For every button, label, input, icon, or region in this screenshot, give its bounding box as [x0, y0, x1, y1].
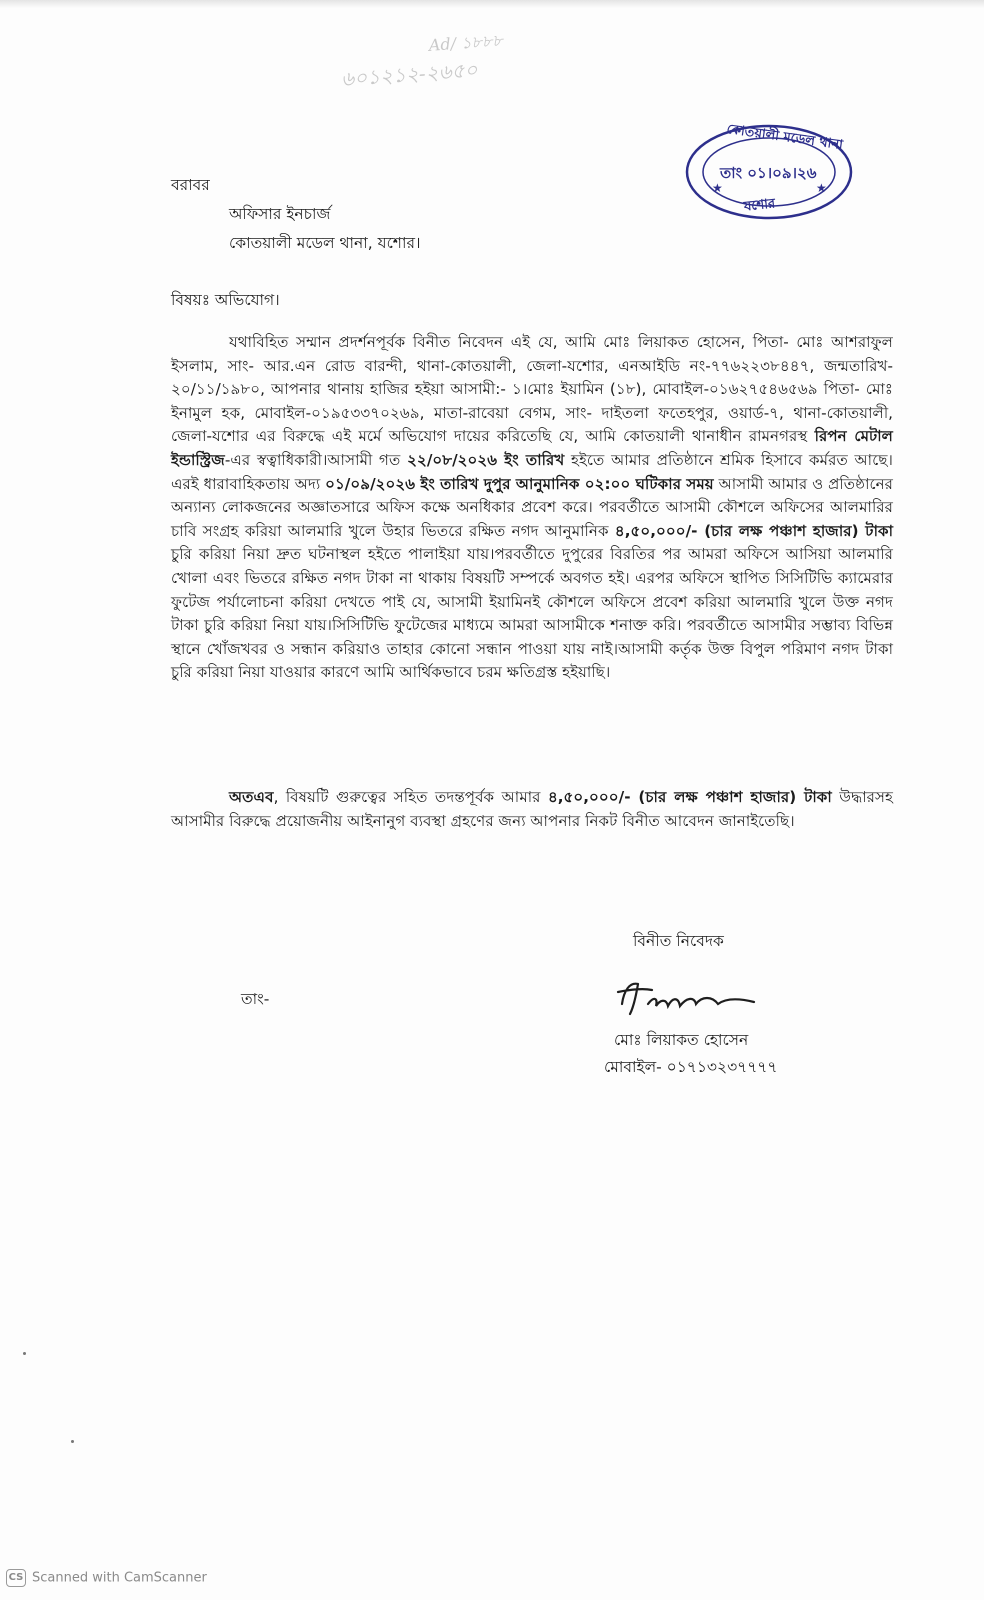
applicant-mobile: মোবাইল- ০১৭১৩২৩৭৭৭৭ [604, 1058, 778, 1076]
svg-text:★: ★ [712, 181, 723, 195]
scan-speck [71, 1440, 74, 1443]
applicant-name: মোঃ লিয়াকত হোসেন [614, 1031, 749, 1049]
date-label: তাং- [241, 990, 270, 1008]
subject-line: বিষয়ঃ অভিযোগ। [171, 291, 280, 309]
recipient-address: কোতয়ালী মডেল থানা, যশোর। [229, 234, 421, 252]
p1-business-name: রিপন মেটাল ইন্ডাস্ট্রিজ [171, 427, 893, 469]
scanner-text: Scanned with CamScanner [32, 1570, 207, 1586]
p1-incident-time: ০১/০৯/২০২৬ ইং তারিখ দুপুর আনুমানিক ০২:০০ ঘটিকার সময় [325, 474, 714, 493]
p2-text-2: উদ্ধারসহ আসামীর বিরুদ্ধে প্রয়োজনীয় আইনানুগ ব্যবস্থা গ্রহণের জন্য আপনার নিকট বিনীত আবেদন জানাইতেছি। [171, 788, 893, 830]
scan-edge [0, 0, 984, 8]
p1-text-3: হইতে আমার প্রতিষ্ঠানে শ্রমিক হিসাবে কর্মরত আছে।এরই ধারাবাহিকতায় অদ্য [171, 450, 893, 493]
stamp-bottom-text: যশোর [743, 196, 776, 215]
p1-text-1: যথাবিহিত সম্মান প্রদর্শনপূর্বক বিনীত নিবেদন এই যে, আমি মোঃ লিয়াকত হোসেন, পিতা- মোঃ আশরাফুল ইসলাম, সাং- আর.এন রোড বারন্দী, থানা-কোতয়ালী, জেলা-যশোর, এনআইডি নং-৭৭৬২২৩৮৪৪৭, জন্মতারিখ- ২০/১১/১৯৮০, আপনার থানায় হাজির হইয়া আসামী:- ১।মোঃ ইয়ামিন (১৮), মোবাইল-০১৬২৭৫৪৬৫৬৯ পিতা- মোঃ ইনামুল হক, মোবাইল-০১৯৫৩৩৭০২৬৯, মাতা-রাবেয়া বেগম, সাং- দাইতলা ফতেহপুর, ওয়ার্ড-৭, থানা-কোতয়ালী, জেলা-যশোর এর বিরুদ্ধে এই মর্মে অভিযোগ দায়ের করিতেছি যে, আমি কোতয়ালী থানাধীন রামনগরস্থ [171, 333, 893, 446]
p1-start-date: ২২/০৮/২০২৬ ইং তারিখ [407, 450, 565, 469]
p1-text-4: আসামী আমার ও প্রতিষ্ঠানের অন্যান্য লোকজনের অজ্ঞাতসারে অফিস কক্ষে অনধিকার প্রবেশ করে। পরবর্তীতে আসামী কৌশলে অফিসের আলমারির চাবি সংগ্রহ করিয়া আলমারি খুলে উহার ভিতরে রক্ষিত নগদ আনুমানিক [171, 474, 893, 540]
request-paragraph [171, 786, 893, 833]
p1-text-5: চুরি করিয়া নিয়া দ্রুত ঘটনাস্থল হইতে পালাইয়া যায়।পরবর্তীতে দুপুরের বিরতির পর আমরা অফিসে আসিয়া আলমারি খোলা এবং ভিতরে রক্ষিত নগদ টাকা না থাকায় বিষয়টি সম্পর্কে অবগত হই। এরপর অফিসে স্থাপিত সিসিটিভি ক্যামেরার ফুটেজ পর্যালোচনা করিয়া দেখতে পাই যে, আসামী ইয়ামিনই কৌশলে অফিসে প্রবেশ করিয়া আলমারি খুলে উক্ত নগদ টাকা চুরি করিয়া নিয়া যায়।সিসিটিভি ফুটেজের মাধ্যমে আমরা আসামীকে শনাক্ত করি। পরবর্তীতে আসামীর সম্ভাব্য বিভিন্ন স্থানে খোঁজখবর ও সন্ধান করিয়াও তাহার কোনো সন্ধান পাওয়া যায় নাই।আসামী কর্তৃক উক্ত বিপুল পরিমাণ নগদ টাকা চুরি করিয়া নিয়া যাওয়ার কারণে আমি আর্থিকভাবে চরম ক্ষতিগ্রস্ত হইয়াছি। [171, 545, 893, 682]
svg-text:★: ★ [816, 181, 827, 195]
stamp-top-text: কোতয়ালী মডেল থানা [725, 121, 844, 154]
p1-text-2: -এর স্বত্বাধিকারী।আসামী গত [224, 450, 408, 469]
p2-text-1: , বিষয়টি গুরুত্বের সহিত তদন্তপূর্বক আমার [273, 788, 548, 806]
handnote-line2: ৬০১২১২-২৬৫০ [340, 57, 479, 92]
sign-off: বিনীত নিবেদক [633, 932, 724, 950]
faded-handwritten-note [338, 21, 602, 99]
scan-speck [23, 1352, 26, 1355]
p2-amount: ৪,৫০,০০০/- (চার লক্ষ পঞ্চাশ হাজার) টাকা [547, 788, 832, 806]
camscanner-logo: CS [6, 1569, 26, 1587]
complaint-paragraph [171, 331, 893, 685]
signature-drawing [608, 976, 768, 1020]
p1-amount: ৪,৫০,০০০/- (চার লক্ষ পঞ্চাশ হাজার) টাকা [614, 521, 894, 540]
addressee-prefix: বরাবর [171, 176, 210, 194]
p2-therefore: অতএব [229, 788, 274, 806]
handnote-line1: Ad/ ১৮৮৮ [428, 30, 504, 55]
stamp-date: তাং ০১।০৯।২৬ [720, 164, 817, 182]
handwritten-signature [608, 976, 768, 1020]
scanner-watermark [6, 1569, 207, 1587]
police-station-stamp [684, 122, 854, 222]
recipient-title: অফিসার ইনচার্জ [229, 205, 331, 223]
